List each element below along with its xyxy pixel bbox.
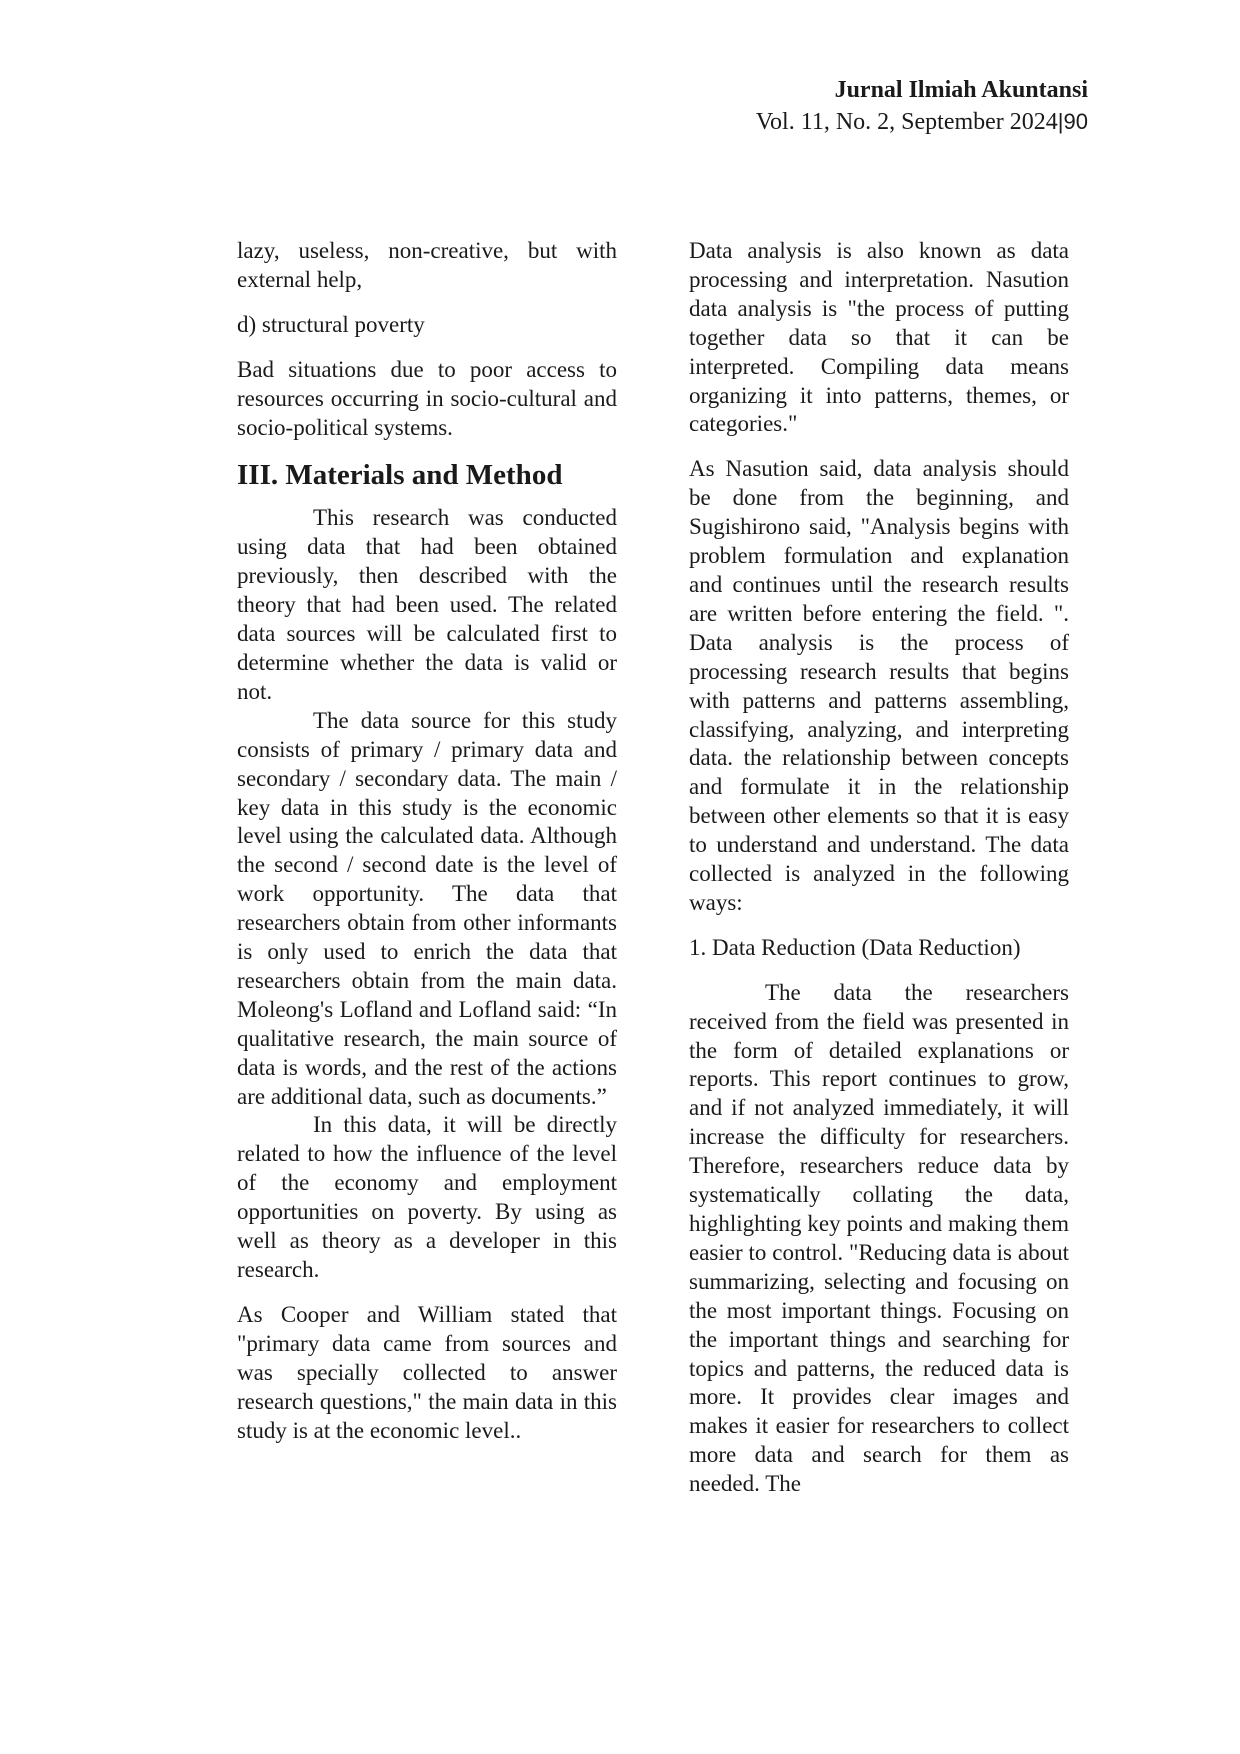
running-header [756,74,1088,138]
left-paragraph-4: This research was conducted using data that had been obtained previously, then described with the theory that had been used. The related data sources will be calculated first to determine whether the data is valid or not. [237,505,617,704]
right-paragraph-2: As Nasution said, data analysis should be done from the beginning, and Sugishirono said, "Analysis begins with problem formulation and explanation and continues until the research results are written before entering the field. ". Data analysis is the process of processing research results that begins with patterns and patterns assembling, classifying, analyzing, and interpreting data. the relationship between concepts and formulate it in the relationship between other elements so that it is easy to understand and understand. The data collected is analyzed in the following ways: [689,456,1069,915]
right-paragraph-1: Data analysis is also known as data processing and interpretation. Nasution data analysis is "the process of putting together data so that it can be interpreted. Compiling data means organizing it into patterns, themes, or categories." [689,238,1069,437]
left-paragraph-7: As Cooper and William stated that "primary data came from sources and was specially collected to answer research questions," the main data in this study is at the economic level.. [237,1301,617,1443]
left-paragraph-3: Bad situations due to poor access to resources occurring in socio-cultural and socio-political systems. [237,356,617,440]
journal-name: Jurnal Ilmiah Akuntansi [834,77,1088,103]
left-paragraph-6: In this data, it will be directly related to how the influence of the level of the economy and employment opportunities on poverty. By using as well as theory as a developer in this research. [237,1112,617,1282]
left-paragraph-2: d) structural poverty [237,311,425,337]
right-paragraph-4: The data the researchers received from the field was presented in the form of detailed explanations or reports. This report continues to grow, and if not analyzed immediately, it will increase the difficulty for researchers. Therefore, researchers reduce data by systematically collating the data, highlighting key points and making them easier to control. "Reducing data is about summarizing, selecting and focusing on the most important things. Focusing on the important things and searching for topics and patterns, the reduced data is more. It provides clear images and makes it easier for researchers to collect more data and search for them as needed. The [689,979,1069,1497]
left-column [237,237,617,1461]
section-heading: III. Materials and Method [237,459,563,492]
journal-issue: Vol. 11, No. 2, September 2024 [755,109,1058,135]
journal-issue-line [756,106,1088,138]
right-paragraph-3: 1. Data Reduction (Data Reduction) [689,934,1021,960]
page-number: 90 [1063,109,1088,134]
left-paragraph-1: lazy, useless, non-creative, but with external help, [237,238,617,292]
header-separator: | [1057,109,1064,134]
right-column [689,237,1069,1499]
left-paragraph-5: The data source for this study consists of primary / primary data and secondary / secondary data. The main / key data in this study is the economic level using the calculated data. Although the second / second date is the level of work opportunity. The data that researchers obtain from other informants is only used to enrich the data that researchers obtain from the main data. Moleong's Lofland and Lofland said: “In qualitative research, the main source of data is words, and the rest of the actions are additional data, such as documents.” [237,707,617,1109]
